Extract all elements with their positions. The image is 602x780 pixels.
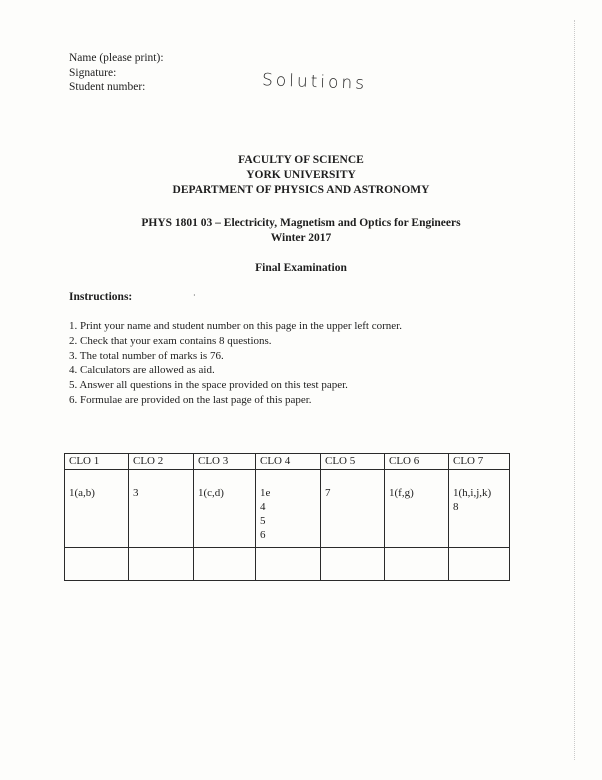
clo-header-cell: CLO 2 — [129, 454, 194, 470]
clo-cell-line: 1(h,i,j,k) — [453, 487, 492, 499]
clo-cell-line: 4 — [260, 501, 266, 513]
clo-header-cell: CLO 7 — [449, 454, 510, 470]
clo-header-cell: CLO 4 — [256, 454, 321, 470]
clo-cell-line: 3 — [133, 487, 139, 499]
clo-question-row — [65, 470, 510, 548]
clo-cell-line: 1(a,b) — [69, 487, 95, 499]
clo-blank-cell — [129, 548, 194, 581]
clo-cell — [321, 470, 385, 548]
clo-cell-line: 1(c,d) — [198, 487, 224, 499]
instructions-heading: Instructions: — [69, 291, 133, 303]
clo-cell — [129, 470, 194, 548]
clo-cell-line: 1(f,g) — [389, 487, 414, 499]
course-title: PHYS 1801 03 – Electricity, Magnetism and Optics for Engineers — [141, 217, 461, 229]
course-term: Winter 2017 — [270, 231, 332, 244]
handwritten-name: Solutions — [261, 70, 368, 94]
clo-header-cell: CLO 6 — [385, 454, 449, 470]
clo-blank-row — [65, 548, 510, 581]
instruction-item: 2. Check that your exam contains 8 questions. — [69, 334, 272, 347]
clo-cell-line: 8 — [453, 501, 459, 513]
clo-cell — [449, 470, 510, 548]
name-label: Name (please print): — [69, 52, 164, 64]
clo-cell — [194, 470, 256, 548]
clo-header-cell: CLO 3 — [194, 454, 256, 470]
clo-cell-line: 1e — [260, 487, 271, 499]
clo-blank-cell — [321, 548, 385, 581]
stray-mark: · — [193, 291, 196, 300]
clo-cell — [385, 470, 449, 548]
clo-header-cell: CLO 5 — [321, 454, 385, 470]
clo-blank-cell — [449, 548, 510, 581]
clo-blank-cell — [256, 548, 321, 581]
instruction-item: 6. Formulae are provided on the last page of this paper. — [69, 393, 312, 406]
university-heading: YORK UNIVERSITY — [246, 169, 356, 181]
clo-blank-cell — [65, 548, 129, 581]
signature-label: Signature: — [69, 66, 117, 79]
instructions-list — [69, 319, 402, 408]
clo-blank-cell — [194, 548, 256, 581]
student-info-fields — [69, 51, 164, 95]
institution-block — [0, 153, 602, 198]
clo-cell — [65, 470, 129, 548]
clo-header-cell: CLO 1 — [65, 454, 129, 470]
clo-cell-line: 6 — [260, 529, 266, 541]
clo-header-row — [65, 454, 510, 470]
instruction-item: 4. Calculators are allowed as aid. — [69, 364, 215, 377]
faculty-heading: FACULTY OF SCIENCE — [238, 154, 364, 166]
exam-title: Final Examination — [255, 262, 347, 274]
clo-cell-line: 5 — [260, 515, 266, 527]
clo-cell-line: 7 — [325, 487, 331, 499]
instruction-item: 3. The total number of marks is 76. — [69, 349, 224, 362]
student-number-label: Student number: — [69, 81, 146, 93]
clo-blank-cell — [385, 548, 449, 581]
instruction-item: 5. Answer all questions in the space provided on this test paper. — [69, 379, 348, 392]
page-edge-line — [574, 20, 575, 760]
instruction-item: 1. Print your name and student number on this page in the upper left corner. — [69, 320, 402, 332]
department-heading: DEPARTMENT OF PHYSICS AND ASTRONOMY — [172, 184, 430, 196]
course-block — [0, 216, 602, 245]
clo-cell — [256, 470, 321, 548]
clo-table — [64, 453, 510, 581]
